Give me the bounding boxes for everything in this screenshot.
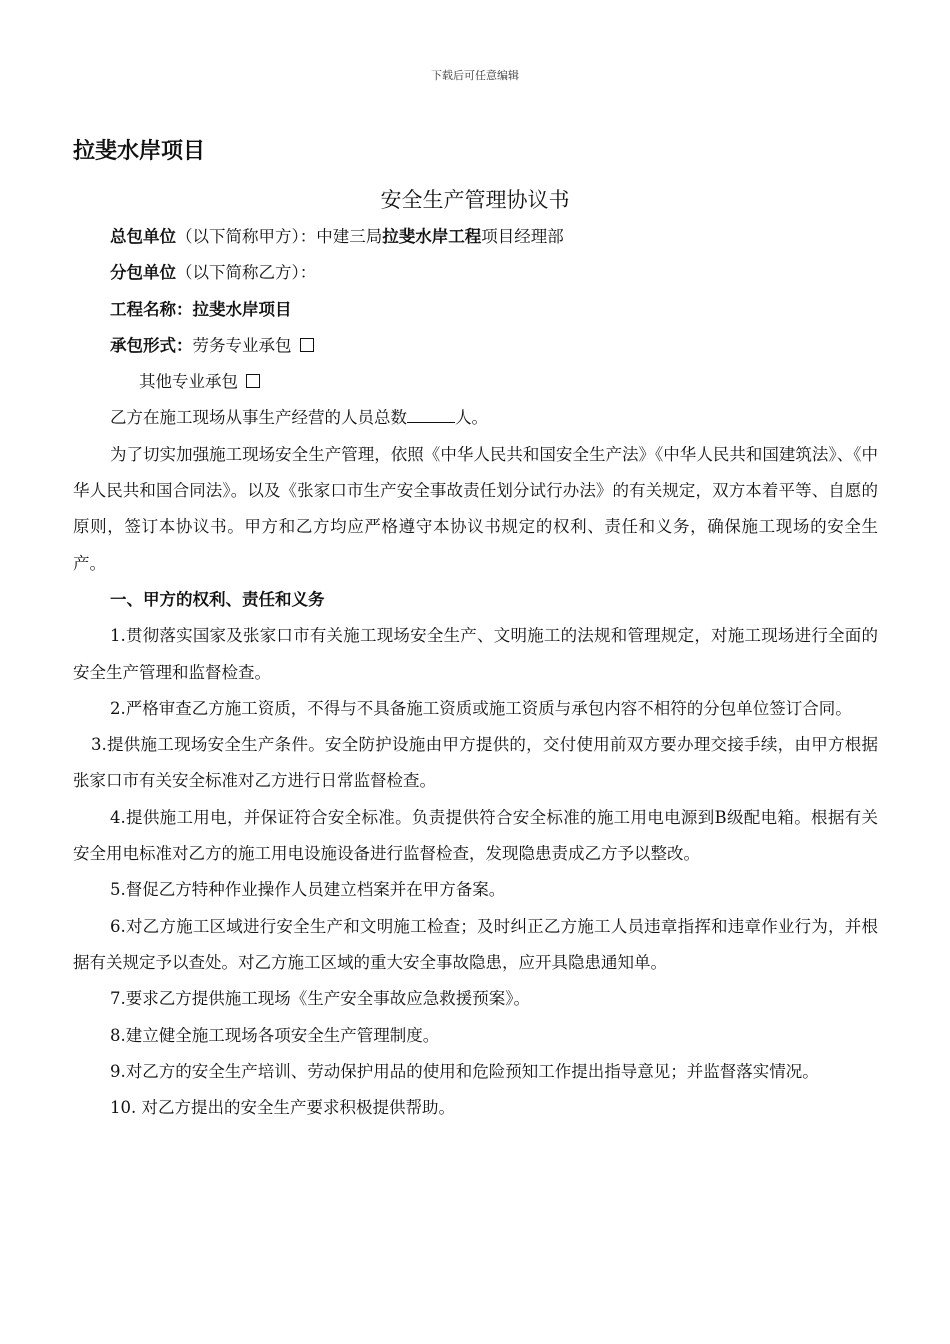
item-6: 6.对乙方施工区域进行安全生产和文明施工检查；及时纠正乙方施工人员违章指挥和违章作业行为，并根据有关规定予以查处。对乙方施工区域的重大安全事故隐患，应开具隐患通知单。 bbox=[73, 916, 878, 972]
project-name-value: 拉斐水岸项目 bbox=[192, 299, 292, 319]
subcontractor-note: （以下简称乙方）： bbox=[176, 263, 317, 283]
subcontractor-label: 分包单位 bbox=[110, 263, 176, 283]
general-contractor-suffix: 项目经理部 bbox=[481, 227, 564, 246]
staff-count-before: 乙方在施工现场从事生产经营的人员总数 bbox=[110, 408, 407, 428]
general-contractor-note: （以下简称甲方）：中建三局 bbox=[176, 227, 383, 246]
document-body bbox=[73, 219, 878, 1126]
project-name-label: 工程名称： bbox=[110, 299, 193, 319]
contract-form-line-2 bbox=[73, 364, 878, 400]
project-name-line bbox=[73, 292, 878, 328]
other-checkbox[interactable] bbox=[246, 374, 260, 388]
item-3: 3.提供施工现场安全生产条件。安全防护设施由甲方提供的，交付使用前双方要办理交接手续，由甲方根据张家口市有关安全标准对乙方进行日常监督检查。 bbox=[73, 735, 878, 791]
item-8: 8.建立健全施工现场各项安全生产管理制度。 bbox=[110, 1025, 440, 1045]
project-title: 拉斐水岸项目 bbox=[73, 139, 206, 164]
staff-count-after: 人。 bbox=[455, 408, 488, 428]
staff-count-blank[interactable] bbox=[407, 406, 455, 423]
header-note: 下载后可任意编辑 bbox=[431, 69, 519, 82]
section-1-title: 一、甲方的权利、责任和义务 bbox=[110, 589, 325, 609]
contract-form-label: 承包形式： bbox=[110, 335, 193, 355]
item-4: 4.提供施工用电，并保证符合安全标准。负责提供符合安全标准的施工用电电源到B级配电箱。根据有关安全用电标准对乙方的施工用电设施设备进行监督检查，发现隐患责成乙方予以整改。 bbox=[73, 807, 878, 864]
item-9: 9.对乙方的安全生产培训、劳动保护用品的使用和危险预知工作提出指导意见；并监督落实情况。 bbox=[110, 1061, 819, 1081]
item-7: 7.要求乙方提供施工现场《生产安全事故应急救援预案》。 bbox=[110, 989, 530, 1009]
general-contractor-name: 拉斐水岸工程 bbox=[382, 227, 482, 246]
item-1: 1.贯彻落实国家及张家口市有关施工现场安全生产、文明施工的法规和管理规定，对施工现场进行全面的安全生产管理和监督检查。 bbox=[73, 626, 878, 682]
contract-option-other: 其他专业承包 bbox=[139, 372, 238, 392]
subcontractor-line bbox=[73, 255, 878, 291]
intro-paragraph: 为了切实加强施工现场安全生产管理，依照《中华人民共和国安全生产法》《中华人民共和国建筑法》、《中华人民共和国合同法》。以及《张家口市生产安全事故责任划分试行办法》的有关规定，双方本着平等、自愿的原则，签订本协议书。甲方和乙方均应严格遵守本协议书规定的权利、责任和义务，确保施工现场的安全生产。 bbox=[73, 444, 878, 573]
labor-checkbox[interactable] bbox=[300, 338, 314, 352]
document-title: 安全生产管理协议书 bbox=[380, 188, 570, 212]
item-5: 5.督促乙方特种作业操作人员建立档案并在甲方备案。 bbox=[110, 880, 506, 900]
staff-count-line bbox=[73, 400, 878, 436]
item-10: 10. 对乙方提出的安全生产要求积极提供帮助。 bbox=[110, 1098, 455, 1118]
general-contractor-label: 总包单位 bbox=[110, 227, 176, 246]
item-2: 2.严格审查乙方施工资质，不得与不具备施工资质或施工资质与承包内容不相符的分包单位签订合同。 bbox=[110, 698, 852, 718]
contract-option-labor: 劳务专业承包 bbox=[192, 335, 292, 355]
general-contractor-line bbox=[73, 219, 878, 255]
contract-form-line bbox=[73, 328, 878, 364]
